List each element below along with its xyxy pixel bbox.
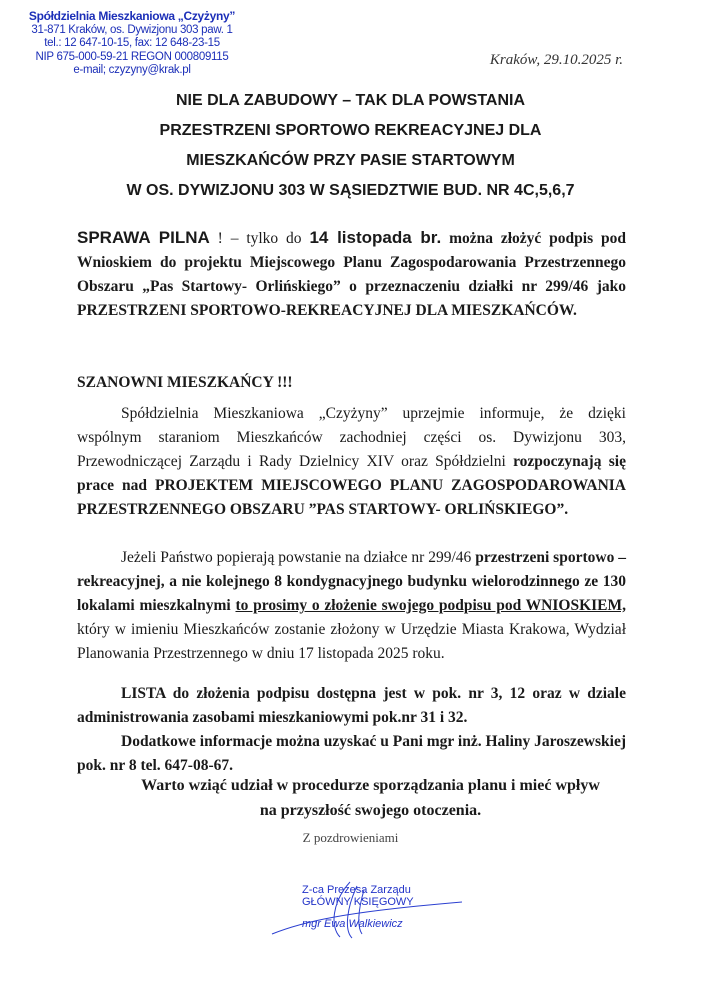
signature-role: GŁÓWNY KSIĘGOWY [302,896,414,908]
stamp-email: e-mail; czyzyny@krak.pl [73,64,191,76]
paragraph-contact: Dodatkowe informacje można uzyskać u Pani mgr inż. Haliny Jaroszewskiej pok. nr 8 tel. 647-08-67. [77,733,626,774]
letter-date: Kraków, 29.10.2025 r. [489,52,623,68]
stamp-phone: tel.: 12 647-10-15, fax: 12 648-23-15 [44,37,220,49]
closing-line: na przyszłość swojego otoczenia. [259,802,482,819]
paragraph-underlined: to prosimy o złożenie swojego podpisu pod WNIOSKIEM, [235,597,626,614]
signature-role: Z-ca Prezesa Zarządu [302,884,411,896]
organization-stamp [12,10,252,78]
deadline: 14 listopada br. [309,228,442,247]
closing-line: Warto wziąć udział w procedurze sporządzania planu i mieć wpływ [141,777,600,794]
paragraph-info [77,402,626,522]
paragraph-list-location: LISTA do złożenia podpisu dostępna jest w pok. nr 3, 12 oraz w dziale administrowania zasobami mieszkaniowymi pok.nr 31 i 32. [77,685,626,726]
title-line: W OS. DYWIZJONU 303 W SĄSIEDZTWIE BUD. NR 4C,5,6,7 [126,182,575,199]
title-line: MIESZKAŃCÓW PRZY PASIE STARTOWYM [186,152,515,169]
paragraph-text: Jeżeli Państwo popierają powstanie na działce nr 299/46 [121,549,476,566]
title-line: NIE DLA ZABUDOWY – TAK DLA POWSTANIA [175,92,526,109]
document-title [40,86,661,206]
signature-name: mgr Ewa Walkiewicz [302,918,403,930]
regards: Z pozdrowieniami [302,830,399,845]
intro-text: można złożyć podpis pod Wnioskiem do projektu Miejscowego Planu Zagospodarowania Przestrzennego Obszaru „Pas Startowy- Orlińskiego” o przeznaczeniu działki nr 299/46 jako PRZESTRZENI SPORTOWO-REKREACYJNEJ DLA MIESZKAŃCÓW. [77,230,626,319]
stamp-ids: NIP 675-000-59-21 REGON 000809115 [35,50,229,63]
handwritten-signature-icon [262,872,482,942]
intro-paragraph [77,226,626,323]
paragraph-text: Spółdzielnia Mieszkaniowa „Czyżyny” uprzejmie informuje, że dzięki wspólnym staraniom Mieszkańców zachodniej części os. Dywizjonu 303, Przewodniczącej Zarządu i Rady Dzielnicy XIV oraz Spółdzielni [77,405,626,470]
paragraph-request [77,546,626,666]
stamp-name: Spółdzielnia Mieszkaniowa „Czyżyny” [28,9,236,23]
greeting: SZANOWNI MIESZKAŃCY !!! [77,374,293,391]
stamp-address: 31-871 Kraków, os. Dywizjonu 303 paw. 1 [31,23,233,36]
paragraph-bold: rozpoczynają się prace nad PROJEKTEM MIEJSCOWEGO PLANU ZAGOSPODAROWANIA PRZESTRZENNEGO OBSZARU ”PAS STARTOWY- ORLIŃSKIEGO”. [77,453,626,518]
urgent-label: SPRAWA PILNA [77,228,210,247]
intro-text: ! – tylko do [209,230,310,247]
paragraph-text: który w imieniu Mieszkańców zostanie złożony w Urzędzie Miasta Krakowa, Wydział Planowania Przestrzennego w dniu 17 listopada 2025 roku. [77,621,626,662]
closing-statement [100,773,641,823]
signature-block [302,884,414,930]
title-line: PRZESTRZENI SPORTOWO REKREACYJNEJ DLA [159,122,542,139]
paragraph-bold: przestrzeni sportowo – rekreacyjnej, a nie kolejnego 8 kondygnacyjnego budynku wielorodzinnego ze 130 lokalami mieszkalnymi [77,549,626,614]
